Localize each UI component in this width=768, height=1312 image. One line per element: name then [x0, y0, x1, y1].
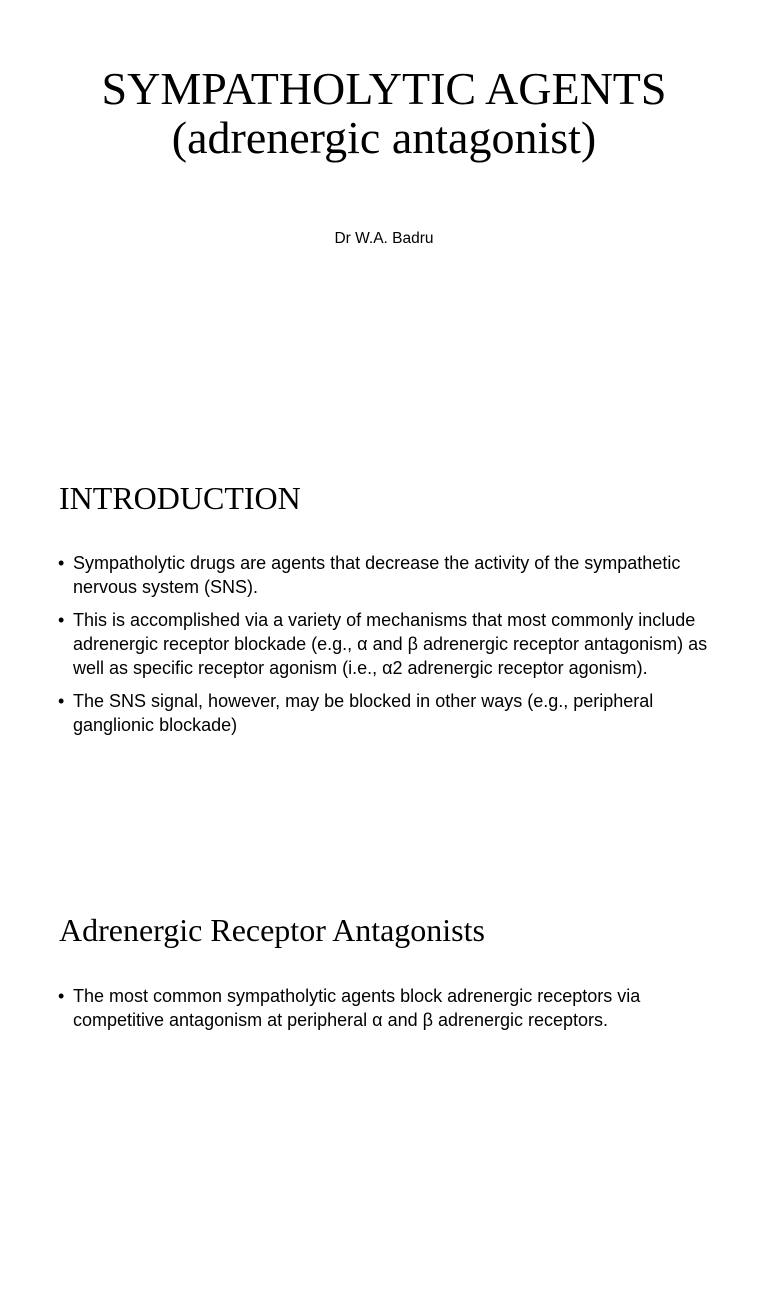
bullet-item	[58, 689, 708, 737]
title-slide	[0, 0, 768, 432]
adrenergic-antagonists-slide	[0, 880, 768, 1312]
slide-heading: Adrenergic Receptor Antagonists	[59, 912, 485, 948]
bullet-marker: •	[58, 691, 65, 711]
introduction-slide	[0, 440, 768, 872]
bullet-text: Sympatholytic drugs are agents that decrease the activity of the sympathetic nervous system (SNS).	[73, 553, 681, 597]
bullet-list	[58, 551, 708, 746]
bullet-item	[58, 551, 708, 599]
bullet-item	[58, 608, 708, 680]
bullet-text: This is accomplished via a variety of mechanisms that most commonly include adrenergic receptor blockade (e.g., α and β adrenergic receptor antagonism) as well as specific receptor agonism (i.e., α2 adrenergic receptor agonism).	[73, 610, 708, 678]
bullet-marker: •	[58, 553, 65, 573]
bullet-text: The most common sympatholytic agents block adrenergic receptors via competitive antagonism at peripheral α and β adrenergic receptors.	[73, 986, 641, 1030]
slide-heading: INTRODUCTION	[59, 480, 301, 516]
bullet-marker: •	[58, 610, 65, 630]
author-name: Dr W.A. Badru	[334, 230, 434, 247]
bullet-item	[58, 984, 708, 1032]
deck-title: SYMPATHOLYTIC AGENTS (adrenergic antagonist)	[101, 63, 667, 163]
bullet-text: The SNS signal, however, may be blocked in other ways (e.g., peripheral ganglionic blockade)	[73, 691, 654, 735]
bullet-marker: •	[58, 986, 65, 1006]
bullet-list	[58, 984, 708, 1041]
